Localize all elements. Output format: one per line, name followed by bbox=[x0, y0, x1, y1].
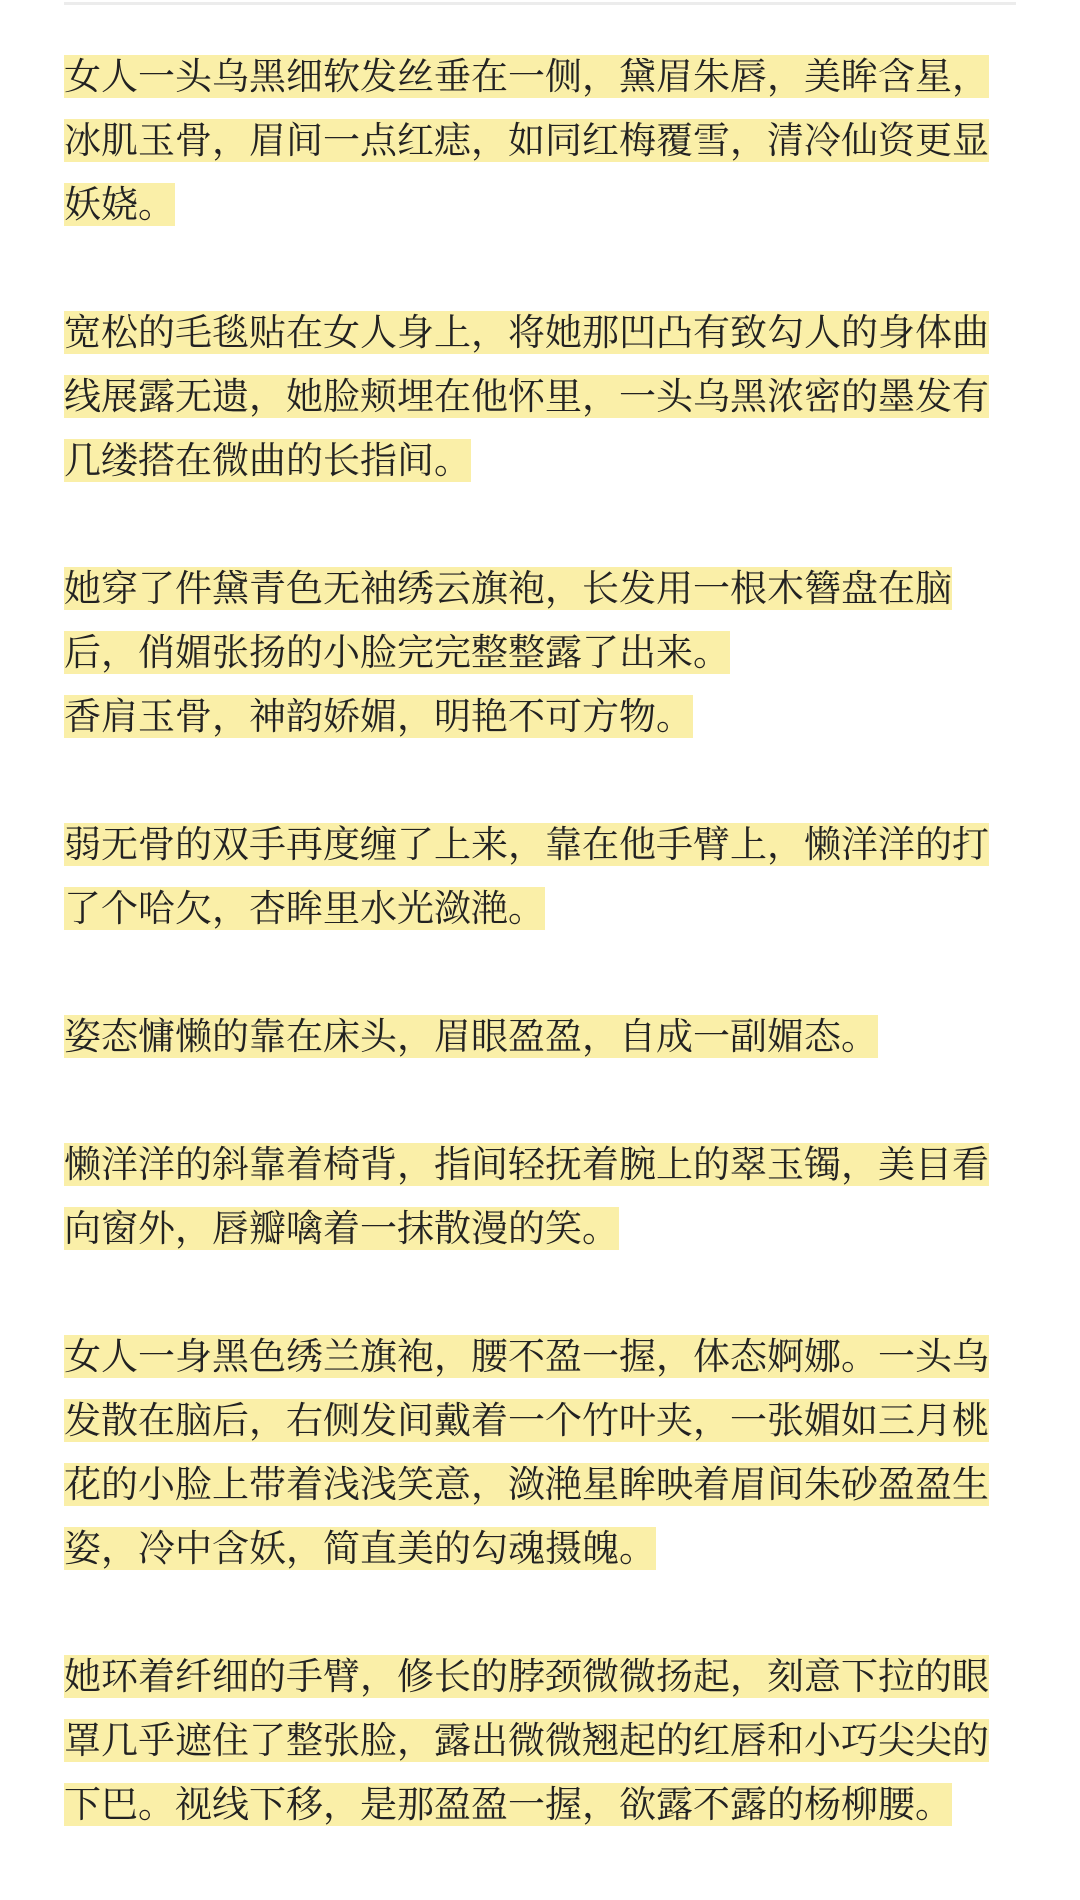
highlighted-text: 香肩玉骨，神韵娇媚，明艳不可方物。 bbox=[64, 695, 693, 738]
paragraph-8 bbox=[64, 1645, 1022, 1837]
paragraph-4 bbox=[64, 813, 1022, 941]
paragraph-5 bbox=[64, 1005, 1022, 1069]
highlighted-text: 宽松的毛毯贴在女人身上，将她那凹凸有致勾人的身体曲线展露无遗，她脸颊埋在他怀里，一头乌黑浓密的墨发有几缕搭在微曲的长指间。 bbox=[64, 311, 989, 482]
highlighted-text: 她穿了件黛青色无袖绣云旗袍，长发用一根木簪盘在脑后，俏媚张扬的小脸完完整整露了出来。 bbox=[64, 567, 952, 674]
highlighted-text: 她环着纤细的手臂，修长的脖颈微微扬起，刻意下拉的眼罩几乎遮住了整张脸，露出微微翘起的红唇和小巧尖尖的下巴。视线下移，是那盈盈一握，欲露不露的杨柳腰。 bbox=[64, 1655, 989, 1826]
article-body bbox=[64, 45, 1022, 1837]
highlighted-text: 女人一头乌黑细软发丝垂在一侧，黛眉朱唇，美眸含星，冰肌玉骨，眉间一点红痣，如同红梅覆雪，清冷仙资更显妖娆。 bbox=[64, 55, 989, 226]
highlighted-text: 姿态慵懒的靠在床头，眉眼盈盈，自成一副媚态。 bbox=[64, 1015, 878, 1058]
highlighted-text: 弱无骨的双手再度缠了上来，靠在他手臂上，懒洋洋的打了个哈欠，杏眸里水光潋滟。 bbox=[64, 823, 989, 930]
paragraph-6 bbox=[64, 1133, 1022, 1261]
top-divider bbox=[64, 2, 1016, 5]
highlighted-text: 女人一身黑色绣兰旗袍，腰不盈一握，体态婀娜。一头乌发散在脑后，右侧发间戴着一个竹叶夹，一张媚如三月桃花的小脸上带着浅浅笑意，潋滟星眸映着眉间朱砂盈盈生姿，冷中含妖，简直美的勾魂摄魄。 bbox=[64, 1335, 989, 1570]
paragraph-7 bbox=[64, 1325, 1022, 1581]
paragraph-1 bbox=[64, 45, 1022, 237]
paragraph-2 bbox=[64, 301, 1022, 493]
highlighted-text: 懒洋洋的斜靠着椅背，指间轻抚着腕上的翠玉镯，美目看向窗外，唇瓣噙着一抹散漫的笑。 bbox=[64, 1143, 989, 1250]
paragraph-3 bbox=[64, 557, 1022, 749]
